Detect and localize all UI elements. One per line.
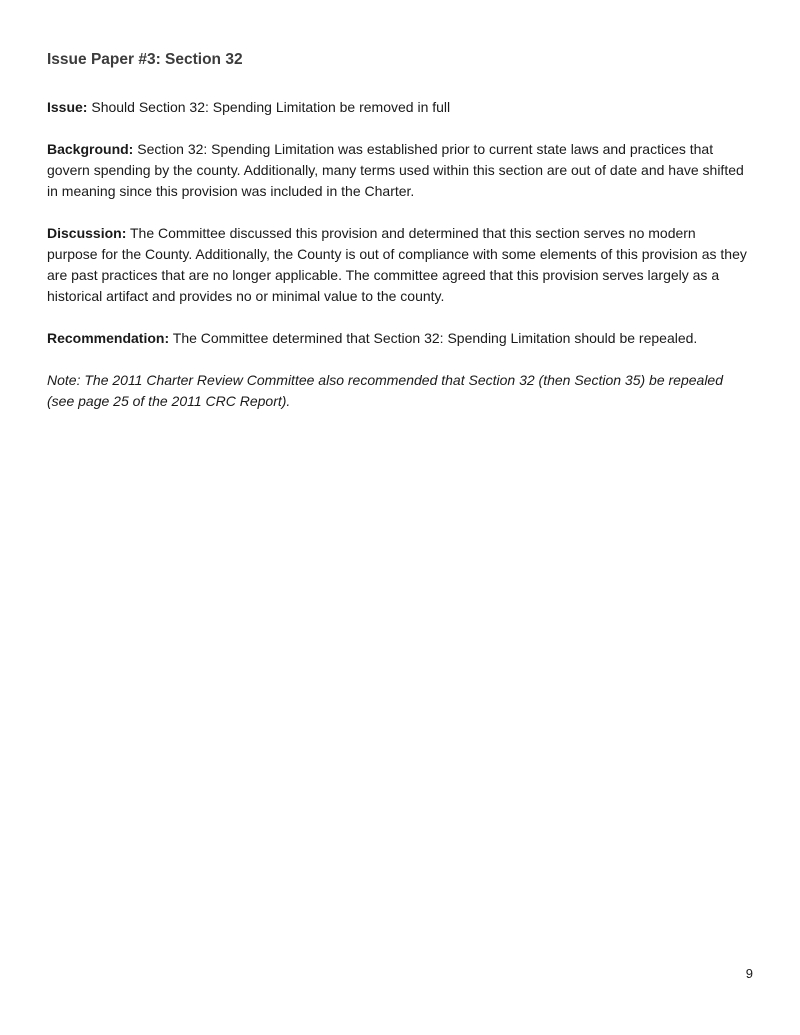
issue-paragraph bbox=[47, 97, 749, 118]
issue-text: Should Section 32: Spending Limitation be removed in full bbox=[91, 99, 451, 115]
discussion-label: Discussion: bbox=[47, 225, 127, 241]
issue-label: Issue: bbox=[47, 99, 88, 115]
page-number: 9 bbox=[745, 966, 753, 981]
recommendation-text: The Committee determined that Section 32: Spending Limitation should be repealed. bbox=[172, 330, 698, 346]
note-paragraph bbox=[47, 370, 749, 412]
background-label: Background: bbox=[47, 141, 134, 157]
document-content bbox=[47, 50, 749, 433]
recommendation-paragraph bbox=[47, 328, 749, 349]
note-text: Note: The 2011 Charter Review Committee also recommended that Section 32 (then Section 35) be repealed (see page 25 of the 2011 CRC Report). bbox=[47, 372, 723, 409]
discussion-paragraph bbox=[47, 223, 749, 307]
page-title: Issue Paper #3: Section 32 bbox=[47, 51, 243, 68]
background-paragraph bbox=[47, 139, 749, 202]
discussion-text: The Committee discussed this provision and determined that this section serves no modern purpose for the County. Additionally, the County is out of compliance with some elements of this provision as they are past practices that are no longer applicable. The committee agreed that this provision serves largely as a historical artifact and provides no or minimal value to the county. bbox=[47, 225, 747, 304]
background-text: Section 32: Spending Limitation was established prior to current state laws and practices that govern spending by the county. Additionally, many terms used within this section are out of date and have shifted in meaning since this provision was included in the Charter. bbox=[47, 141, 744, 199]
recommendation-label: Recommendation: bbox=[47, 330, 170, 346]
